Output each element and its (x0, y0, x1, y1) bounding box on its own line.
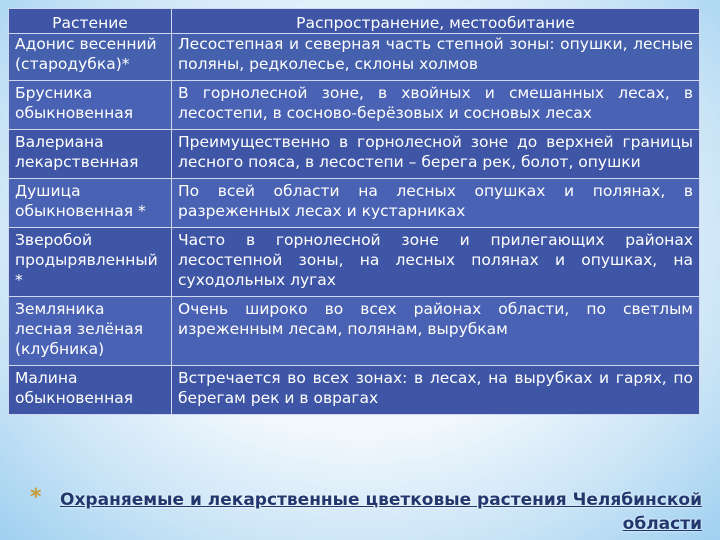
plant-name: Земляника лесная зелёная (клубника) (9, 297, 172, 366)
plant-name: Зверобой продырявленный * (9, 228, 172, 297)
plant-habitat: Часто в горнолесной зоне и прилегающих районах лесостепной зоны, на лесных полянах и опушках, на суходольных лугах (172, 228, 700, 297)
plant-name: Адонис весенний (стародубка)* (9, 34, 172, 81)
table-row (9, 366, 700, 415)
table-row (9, 179, 700, 228)
table-row (9, 297, 700, 366)
plant-name: Брусника обыкновенная (9, 81, 172, 130)
plant-habitat: Преимущественно в горнолесной зоне до верхней границы лесного пояса, в лесостепи – берега рек, болот, опушки (172, 130, 700, 179)
table-row (9, 34, 700, 81)
slide-title (30, 488, 702, 536)
table-row (9, 228, 700, 297)
plant-name: Валериана лекарственная (9, 130, 172, 179)
header-habitat: Распространение, местообитание (172, 9, 700, 34)
plant-habitat: Лесостепная и северная часть степной зоны: опушки, лесные поляны, редколесье, склоны холмов (172, 34, 700, 81)
plant-name: Душица обыкновенная * (9, 179, 172, 228)
plant-habitat: В горнолесной зоне, в хвойных и смешанных лесах, в лесостепи, в сосново-берёзовых и сосновых лесах (172, 81, 700, 130)
footer-bullet: * (30, 485, 42, 510)
header-plant: Растение (9, 9, 172, 34)
plant-habitat: По всей области на лесных опушках и полянах, в разреженных лесах и кустарниках (172, 179, 700, 228)
plants-table (8, 8, 700, 415)
plant-name: Малина обыкновенная (9, 366, 172, 415)
table-header-row (9, 9, 700, 34)
table-row (9, 130, 700, 179)
plant-habitat: Очень широко во всех районах области, по светлым изреженным лесам, полянам, вырубкам (172, 297, 700, 366)
table-row (9, 81, 700, 130)
plant-habitat: Встречается во всех зонах: в лесах, на вырубках и гарях, по берегам рек и в оврагах (172, 366, 700, 415)
slide-title-text: Охраняемые и лекарственные цветковые растения Челябинской области (60, 490, 702, 534)
